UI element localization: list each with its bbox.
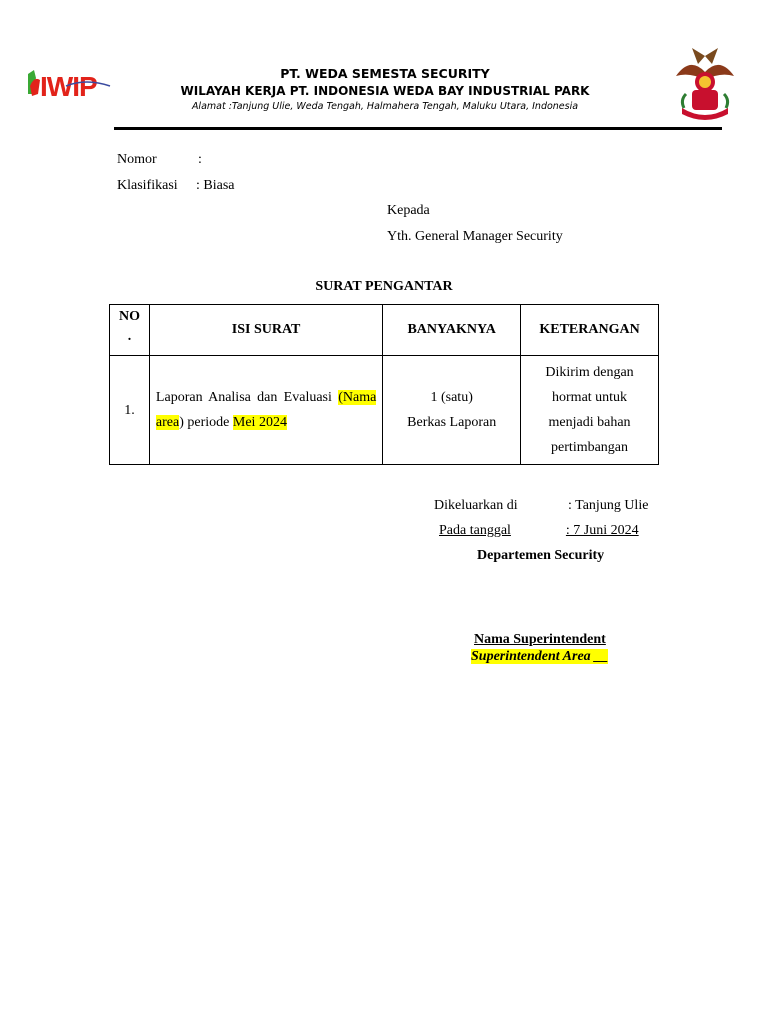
ket-line4: pertimbangan: [551, 440, 629, 455]
signer-title: [471, 649, 608, 665]
col-header-no: NO .: [110, 305, 150, 356]
table-header-row: [110, 305, 659, 356]
company-name: PT. WEDA SEMESTA SECURITY: [280, 66, 490, 81]
nomor-label: Nomor: [117, 152, 157, 167]
klasifikasi-value: : Biasa: [196, 178, 235, 193]
isi-highlight-period: Mei 2024: [232, 415, 287, 430]
isi-text: Laporan Analisa dan Evaluasi: [155, 390, 332, 405]
table-row: [110, 356, 659, 465]
company-address: Alamat :Tanjung Ulie, Weda Tengah, Halmahera Tengah, Maluku Utara, Indonesia: [191, 101, 579, 112]
cell-no: 1.: [110, 356, 150, 465]
header-divider: [114, 127, 722, 130]
issued-at-label: Dikeluarkan di: [434, 498, 518, 513]
col-header-isi: ISI SURAT: [149, 305, 382, 356]
ket-line2: hormat untuk: [552, 390, 628, 405]
signer-name: Nama Superintendent: [474, 632, 606, 647]
signer-title-text: Superintendent Area __: [471, 649, 609, 664]
date-label: [439, 523, 639, 539]
col-header-ket: KETERANGAN: [521, 305, 659, 356]
issued-at-value: : Tanjung Ulie: [568, 498, 649, 513]
isi-highlight-area: (Nama area: [155, 390, 377, 430]
department-name: Departemen Security: [477, 548, 605, 563]
work-area: WILAYAH KERJA PT. INDONESIA WEDA BAY INDUSTRIAL PARK: [180, 84, 590, 98]
klasifikasi-label: Klasifikasi: [117, 178, 178, 193]
cell-banyak: [383, 356, 521, 465]
regional-emblem-icon: [662, 46, 748, 124]
banyak-line2: Berkas Laporan: [407, 415, 497, 430]
recipient-kepada: Kepada: [387, 203, 430, 218]
document-title: SURAT PENGANTAR: [315, 279, 453, 294]
banyak-line1: 1 (satu): [430, 390, 473, 405]
recipient-name: Yth. General Manager Security: [387, 229, 563, 244]
ket-line1: Dikirim dengan: [545, 365, 634, 380]
content-table: [109, 304, 659, 465]
cell-ket: [521, 356, 659, 465]
ket-line3: menjadi bahan: [548, 415, 631, 430]
date-label-text: Pada tanggal: [439, 523, 511, 538]
isi-text-mid: ) periode: [179, 415, 233, 430]
date-value: : 7 Juni 2024: [565, 523, 639, 538]
iwip-logo-text: IWIP: [40, 71, 97, 102]
nomor-value: :: [198, 152, 202, 167]
col-header-banyak: BANYAKNYA: [383, 305, 521, 356]
cell-isi: [149, 356, 382, 465]
iwip-logo: [26, 64, 116, 104]
